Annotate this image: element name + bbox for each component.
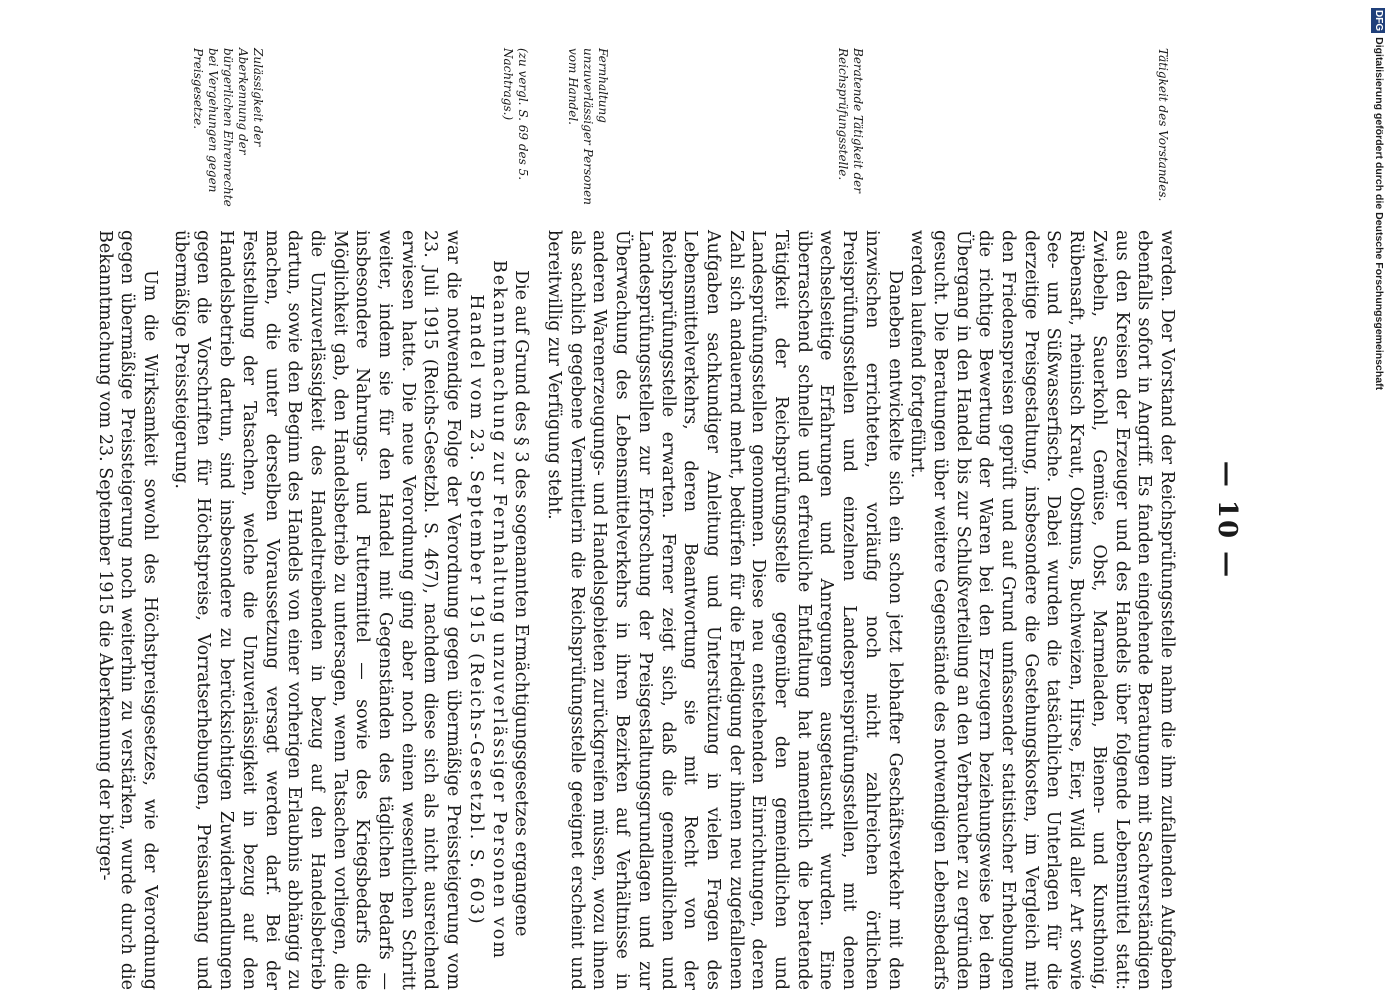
paragraph-ermaechtigungsgesetz: Die auf Grund des § 3 des sogenannten Ermächtigungsgesetzes ergangene bbox=[511, 270, 532, 937]
paragraph-verordnung: war die notwendige Folge der Verordnung gegen übermäßige Preissteigerung vom 23. Juli 1915 (Reichs-Gesetzbl. S. 467), nachdem diese sich als nicht ausreichend erwiesen hatte. Die neue Verordnung ging aber noch einen wesentlichen Schritt weiter, indem sie für den Handel mit Gegenständen des täglichen Bedarfs — insbesondere Nahrungs- und Futtermittel — sowie des Kriegsbedarfs die Möglichkeit gab, den Handelsbetrieb zu untersagen, wenn Tatsachen vorliegen, die die Unzuverlässigkeit des Handeltreibenden in bezug auf den Handelsbetrieb dartun, sowie den Beginn des Handels von einer vorherigen Erlaubnis abhängig zu machen, die unter derselben Voraussetzung versagt werden darf. Bei der Feststellung der Tatsachen, welche die Unzuverlässigkeit in bezug auf den Handelsbetrieb dartun, sind insbesondere zu berücksichtigen Zuwiderhandlungen gegen die Vorschriften für Höchstpreise, Vorratserhebungen, Preisaushang und übermäßige Preissteigerung. bbox=[170, 230, 464, 990]
margin-note-beratende-taetigkeit: Beratende Tätigkeit der Reichsprüfungsstelle. bbox=[836, 48, 865, 193]
document-page bbox=[94, 40, 1250, 1000]
body-text bbox=[93, 230, 1178, 990]
decree-title: Bekanntmachung zur Fernhaltung unzuverlässiger Personen vom Handel vom 23. September 1915 (Reichs-Gesetzbl. S. 603) bbox=[465, 260, 509, 960]
digitization-notice: Digitalisierung gefördert durch die Deutsche Forschungsgemeinschaft bbox=[1373, 37, 1385, 391]
page-number: — 10 — bbox=[1212, 460, 1242, 580]
paragraph-geschaeftsverkehr: Daneben entwickelte sich ein schon jetzt lebhafter Geschäftsverkehr mit den inzwischen errichteten, vorläufig noch nicht zahlreichen örtlichen Preisprüfungsstellen und einzelnen Landespreisprüfungsstellen, mit denen wechselseitige Erfahrungen und Anregungen ausgetauscht wurden. Eine überraschend schnelle und erfreuliche Entfaltung hat namentlich die beratende Tätigkeit der Reichsprüfungsstelle gegenüber den gemeindlichen und Landesprüfungsstellen genommen. Diese neu entstehenden Einrichtungen, deren Zahl sich andauernd mehrt, bedürfen für die Erledigung der ihnen neu zugefallenen Aufgaben sachkundiger Anleitung und Unterstützung in vielen Fragen des Lebensmittelverkehrs, deren Beantwortung sie mit Recht von der Reichsprüfungsstelle erwarten. Ferner zeigt sich, daß die gemeindlichen und Landesprüfungsstellen zur Erforschung der Preisgestaltungsgrundlagen und zur Überwachung des Lebensmittelverkehrs in ihren Bezirken auf Verhältnisse in anderen Warenerzeugungs- und Handelsgebieten zurückgreifen müssen, wozu ihnen als sachlich gegebene Vermittlerin die Reichsprüfungsstelle geeignet erscheint und bereitwillig zur Verfügung steht. bbox=[544, 230, 905, 990]
margin-note-fernhaltung: Fernhaltung unzuverlässiger Personen vom Handel. bbox=[566, 48, 610, 205]
paragraph-wirksamkeit: Um die Wirksamkeit sowohl des Höchstpreisgesetzes, wie der Verordnung gegen übermäßige Preissteigerung noch weiterhin zu verstärken, wurde durch die Bekanntmachung vom 23. September 1915 die Aberkennung der bürger- bbox=[94, 230, 161, 990]
margin-note-nachtrag-reference: (zu vergl. S. 69 des 5. Nachtrags.) bbox=[501, 48, 530, 181]
margin-note-vorstand: Tätigkeit des Vorstandes. bbox=[1156, 48, 1170, 202]
digitization-stamp bbox=[1372, 8, 1386, 992]
paragraph-vorstand: werden. Der Vorstand der Reichsprüfungsstelle nahm die ihm zufallenden Aufgaben ebenfalls sofort in Angriff. Es fanden eingehende Beratungen mit Sachverständigen aus den Kreisen der Erzeuger und des Handels über folgende Lebensmittel statt: Zwiebeln, Sauerkohl, Gemüse, Obst, Marmeladen, Bienen- und Kunsthonig, Rübensaft, rheinisch Kraut, Obstmus, Buchweizen, Hirse, Eier, Wild aller Art sowie See- und Süßwasserfische. Dabei wurden die tatsächlichen Unterlagen für die derzeitige Preisgestaltung, insbesondere die Gestehungskosten, im Vergleich mit den Friedenspreisen geprüft und auf Grund umfassender statistischer Erhebungen die richtige Bewertung der Waren bei den Erzeugern beziehungsweise bei dem Übergang in den Handel bis zur Schlußverteilung an den Verbraucher zu ergründen gesucht. Die Beratungen über weitere Gegenstände des notwendigen Lebensbedarfs werden laufend fortgeführt. bbox=[907, 230, 1177, 990]
margin-note-ehrenrechte: Zulässigkeit der Aberkennung der bürgerlichen Ehrenrechte bei Vergehungen gegen Preisgesetze. bbox=[191, 48, 265, 207]
dfg-logo: DFG bbox=[1373, 10, 1384, 32]
